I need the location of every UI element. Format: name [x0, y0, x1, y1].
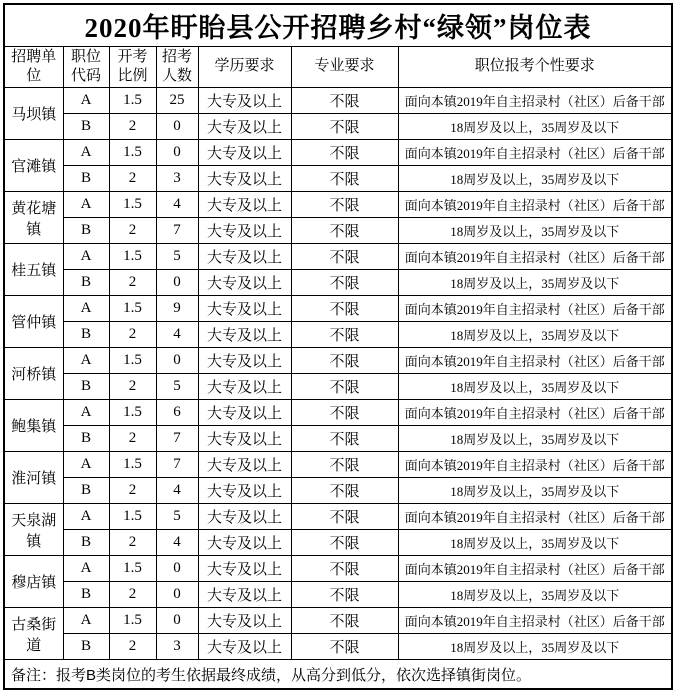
- table-row: [4, 166, 672, 192]
- cell-position-code: B: [63, 270, 109, 296]
- cell-unit-name: 桂五镇: [4, 244, 63, 296]
- table-row: [4, 322, 672, 348]
- cell-position-code: A: [63, 296, 109, 322]
- cell-requirement: 面向本镇2019年自主招录村（社区）后备干部: [398, 608, 672, 634]
- cell-recruit-count: 6: [156, 400, 198, 426]
- table-row: [4, 244, 672, 270]
- cell-exam-ratio: 2: [109, 218, 156, 244]
- column-header-row: [4, 47, 672, 88]
- table-row: [4, 192, 672, 218]
- cell-major: 不限: [291, 452, 398, 478]
- cell-requirement: 18周岁及以上，35周岁及以下: [398, 166, 672, 192]
- cell-unit-name: 黄花塘镇: [4, 192, 63, 244]
- cell-position-code: A: [63, 556, 109, 582]
- cell-position-code: B: [63, 426, 109, 452]
- col-header-recruit-count: 招考人数: [156, 47, 198, 88]
- cell-recruit-count: 7: [156, 218, 198, 244]
- col-header-position-code: 职位代码: [63, 47, 109, 88]
- table-row: [4, 296, 672, 322]
- cell-exam-ratio: 1.5: [109, 400, 156, 426]
- cell-major: 不限: [291, 400, 398, 426]
- cell-position-code: B: [63, 322, 109, 348]
- cell-position-code: A: [63, 88, 109, 114]
- cell-exam-ratio: 2: [109, 374, 156, 400]
- cell-unit-name: 河桥镇: [4, 348, 63, 400]
- col-header-major: 专业要求: [291, 47, 398, 88]
- cell-education: 大专及以上: [198, 244, 291, 270]
- cell-exam-ratio: 1.5: [109, 608, 156, 634]
- table-row: [4, 88, 672, 114]
- cell-major: 不限: [291, 114, 398, 140]
- cell-major: 不限: [291, 244, 398, 270]
- table-row: [4, 218, 672, 244]
- cell-major: 不限: [291, 88, 398, 114]
- cell-education: 大专及以上: [198, 478, 291, 504]
- cell-exam-ratio: 2: [109, 530, 156, 556]
- cell-recruit-count: 4: [156, 478, 198, 504]
- cell-recruit-count: 7: [156, 452, 198, 478]
- cell-position-code: B: [63, 582, 109, 608]
- table-row: [4, 556, 672, 582]
- cell-major: 不限: [291, 348, 398, 374]
- cell-exam-ratio: 2: [109, 270, 156, 296]
- cell-education: 大专及以上: [198, 218, 291, 244]
- cell-education: 大专及以上: [198, 374, 291, 400]
- table-row: [4, 452, 672, 478]
- col-header-exam-ratio: 开考比例: [109, 47, 156, 88]
- cell-requirement: 面向本镇2019年自主招录村（社区）后备干部: [398, 348, 672, 374]
- table-row: [4, 608, 672, 634]
- cell-exam-ratio: 1.5: [109, 556, 156, 582]
- cell-position-code: A: [63, 348, 109, 374]
- table-row: [4, 400, 672, 426]
- cell-major: 不限: [291, 218, 398, 244]
- table-row: [4, 478, 672, 504]
- cell-exam-ratio: 1.5: [109, 348, 156, 374]
- cell-education: 大专及以上: [198, 556, 291, 582]
- table-row: [4, 504, 672, 530]
- col-header-requirement: 职位报考个性要求: [398, 47, 672, 88]
- cell-exam-ratio: 1.5: [109, 140, 156, 166]
- cell-major: 不限: [291, 582, 398, 608]
- table-row: [4, 426, 672, 452]
- cell-major: 不限: [291, 634, 398, 660]
- cell-position-code: B: [63, 166, 109, 192]
- cell-unit-name: 管仲镇: [4, 296, 63, 348]
- cell-requirement: 面向本镇2019年自主招录村（社区）后备干部: [398, 400, 672, 426]
- cell-education: 大专及以上: [198, 192, 291, 218]
- cell-exam-ratio: 1.5: [109, 244, 156, 270]
- table-row: [4, 582, 672, 608]
- cell-major: 不限: [291, 192, 398, 218]
- cell-recruit-count: 9: [156, 296, 198, 322]
- cell-education: 大专及以上: [198, 322, 291, 348]
- cell-major: 不限: [291, 556, 398, 582]
- cell-education: 大专及以上: [198, 400, 291, 426]
- cell-recruit-count: 0: [156, 114, 198, 140]
- cell-position-code: A: [63, 140, 109, 166]
- cell-position-code: B: [63, 478, 109, 504]
- title-row: [4, 4, 672, 47]
- note-row: [4, 660, 672, 690]
- cell-recruit-count: 7: [156, 426, 198, 452]
- cell-recruit-count: 25: [156, 88, 198, 114]
- cell-recruit-count: 0: [156, 140, 198, 166]
- cell-unit-name: 鲍集镇: [4, 400, 63, 452]
- table-row: [4, 374, 672, 400]
- cell-recruit-count: 0: [156, 608, 198, 634]
- cell-major: 不限: [291, 504, 398, 530]
- cell-education: 大专及以上: [198, 348, 291, 374]
- cell-exam-ratio: 1.5: [109, 296, 156, 322]
- cell-exam-ratio: 1.5: [109, 504, 156, 530]
- cell-exam-ratio: 1.5: [109, 452, 156, 478]
- page-title: 2020年盱眙县公开招聘乡村“绿领”岗位表: [4, 4, 672, 47]
- table-row: [4, 530, 672, 556]
- cell-education: 大专及以上: [198, 114, 291, 140]
- cell-unit-name: 天泉湖镇: [4, 504, 63, 556]
- cell-requirement: 18周岁及以上，35周岁及以下: [398, 426, 672, 452]
- cell-recruit-count: 5: [156, 504, 198, 530]
- cell-education: 大专及以上: [198, 88, 291, 114]
- cell-position-code: B: [63, 634, 109, 660]
- table-row: [4, 140, 672, 166]
- cell-requirement: 18周岁及以上，35周岁及以下: [398, 634, 672, 660]
- cell-unit-name: 淮河镇: [4, 452, 63, 504]
- cell-unit-name: 穆店镇: [4, 556, 63, 608]
- cell-requirement: 18周岁及以上，35周岁及以下: [398, 218, 672, 244]
- cell-exam-ratio: 2: [109, 114, 156, 140]
- cell-recruit-count: 0: [156, 582, 198, 608]
- cell-position-code: B: [63, 114, 109, 140]
- cell-recruit-count: 4: [156, 322, 198, 348]
- cell-major: 不限: [291, 296, 398, 322]
- cell-major: 不限: [291, 140, 398, 166]
- cell-requirement: 18周岁及以上，35周岁及以下: [398, 582, 672, 608]
- cell-education: 大专及以上: [198, 140, 291, 166]
- cell-education: 大专及以上: [198, 634, 291, 660]
- cell-position-code: B: [63, 218, 109, 244]
- cell-requirement: 面向本镇2019年自主招录村（社区）后备干部: [398, 140, 672, 166]
- cell-position-code: A: [63, 452, 109, 478]
- cell-unit-name: 马坝镇: [4, 88, 63, 140]
- cell-requirement: 面向本镇2019年自主招录村（社区）后备干部: [398, 192, 672, 218]
- cell-education: 大专及以上: [198, 530, 291, 556]
- cell-major: 不限: [291, 270, 398, 296]
- cell-requirement: 18周岁及以上，35周岁及以下: [398, 374, 672, 400]
- cell-exam-ratio: 2: [109, 322, 156, 348]
- note-text: 备注：报考B类岗位的考生依据最终成绩，从高分到低分，依次选择镇街岗位。: [4, 660, 672, 690]
- cell-recruit-count: 0: [156, 270, 198, 296]
- cell-recruit-count: 4: [156, 530, 198, 556]
- cell-education: 大专及以上: [198, 504, 291, 530]
- cell-requirement: 18周岁及以上，35周岁及以下: [398, 270, 672, 296]
- cell-position-code: A: [63, 192, 109, 218]
- table-row: [4, 270, 672, 296]
- cell-exam-ratio: 1.5: [109, 88, 156, 114]
- cell-requirement: 面向本镇2019年自主招录村（社区）后备干部: [398, 556, 672, 582]
- cell-major: 不限: [291, 608, 398, 634]
- cell-major: 不限: [291, 530, 398, 556]
- table-row: [4, 348, 672, 374]
- cell-recruit-count: 4: [156, 192, 198, 218]
- cell-recruit-count: 5: [156, 374, 198, 400]
- cell-education: 大专及以上: [198, 166, 291, 192]
- cell-exam-ratio: 2: [109, 634, 156, 660]
- cell-recruit-count: 3: [156, 634, 198, 660]
- cell-exam-ratio: 2: [109, 166, 156, 192]
- cell-recruit-count: 3: [156, 166, 198, 192]
- cell-education: 大专及以上: [198, 608, 291, 634]
- cell-exam-ratio: 2: [109, 426, 156, 452]
- cell-position-code: B: [63, 374, 109, 400]
- col-header-education: 学历要求: [198, 47, 291, 88]
- cell-major: 不限: [291, 374, 398, 400]
- cell-unit-name: 古桑街道: [4, 608, 63, 660]
- cell-education: 大专及以上: [198, 296, 291, 322]
- cell-exam-ratio: 1.5: [109, 192, 156, 218]
- cell-requirement: 面向本镇2019年自主招录村（社区）后备干部: [398, 244, 672, 270]
- cell-requirement: 18周岁及以上，35周岁及以下: [398, 114, 672, 140]
- col-header-unit: 招聘单位: [4, 47, 63, 88]
- cell-major: 不限: [291, 166, 398, 192]
- cell-major: 不限: [291, 478, 398, 504]
- cell-education: 大专及以上: [198, 452, 291, 478]
- cell-education: 大专及以上: [198, 426, 291, 452]
- cell-requirement: 面向本镇2019年自主招录村（社区）后备干部: [398, 452, 672, 478]
- cell-position-code: A: [63, 400, 109, 426]
- cell-requirement: 面向本镇2019年自主招录村（社区）后备干部: [398, 504, 672, 530]
- cell-education: 大专及以上: [198, 582, 291, 608]
- cell-requirement: 面向本镇2019年自主招录村（社区）后备干部: [398, 296, 672, 322]
- cell-requirement: 18周岁及以上，35周岁及以下: [398, 530, 672, 556]
- cell-education: 大专及以上: [198, 270, 291, 296]
- cell-requirement: 面向本镇2019年自主招录村（社区）后备干部: [398, 88, 672, 114]
- cell-position-code: A: [63, 608, 109, 634]
- cell-unit-name: 官滩镇: [4, 140, 63, 192]
- recruitment-table: [3, 3, 673, 690]
- cell-recruit-count: 0: [156, 556, 198, 582]
- cell-position-code: A: [63, 504, 109, 530]
- cell-recruit-count: 5: [156, 244, 198, 270]
- cell-major: 不限: [291, 426, 398, 452]
- cell-exam-ratio: 2: [109, 582, 156, 608]
- table-row: [4, 114, 672, 140]
- cell-requirement: 18周岁及以上，35周岁及以下: [398, 322, 672, 348]
- cell-exam-ratio: 2: [109, 478, 156, 504]
- cell-requirement: 18周岁及以上，35周岁及以下: [398, 478, 672, 504]
- cell-position-code: A: [63, 244, 109, 270]
- table-row: [4, 634, 672, 660]
- cell-recruit-count: 0: [156, 348, 198, 374]
- cell-major: 不限: [291, 322, 398, 348]
- cell-position-code: B: [63, 530, 109, 556]
